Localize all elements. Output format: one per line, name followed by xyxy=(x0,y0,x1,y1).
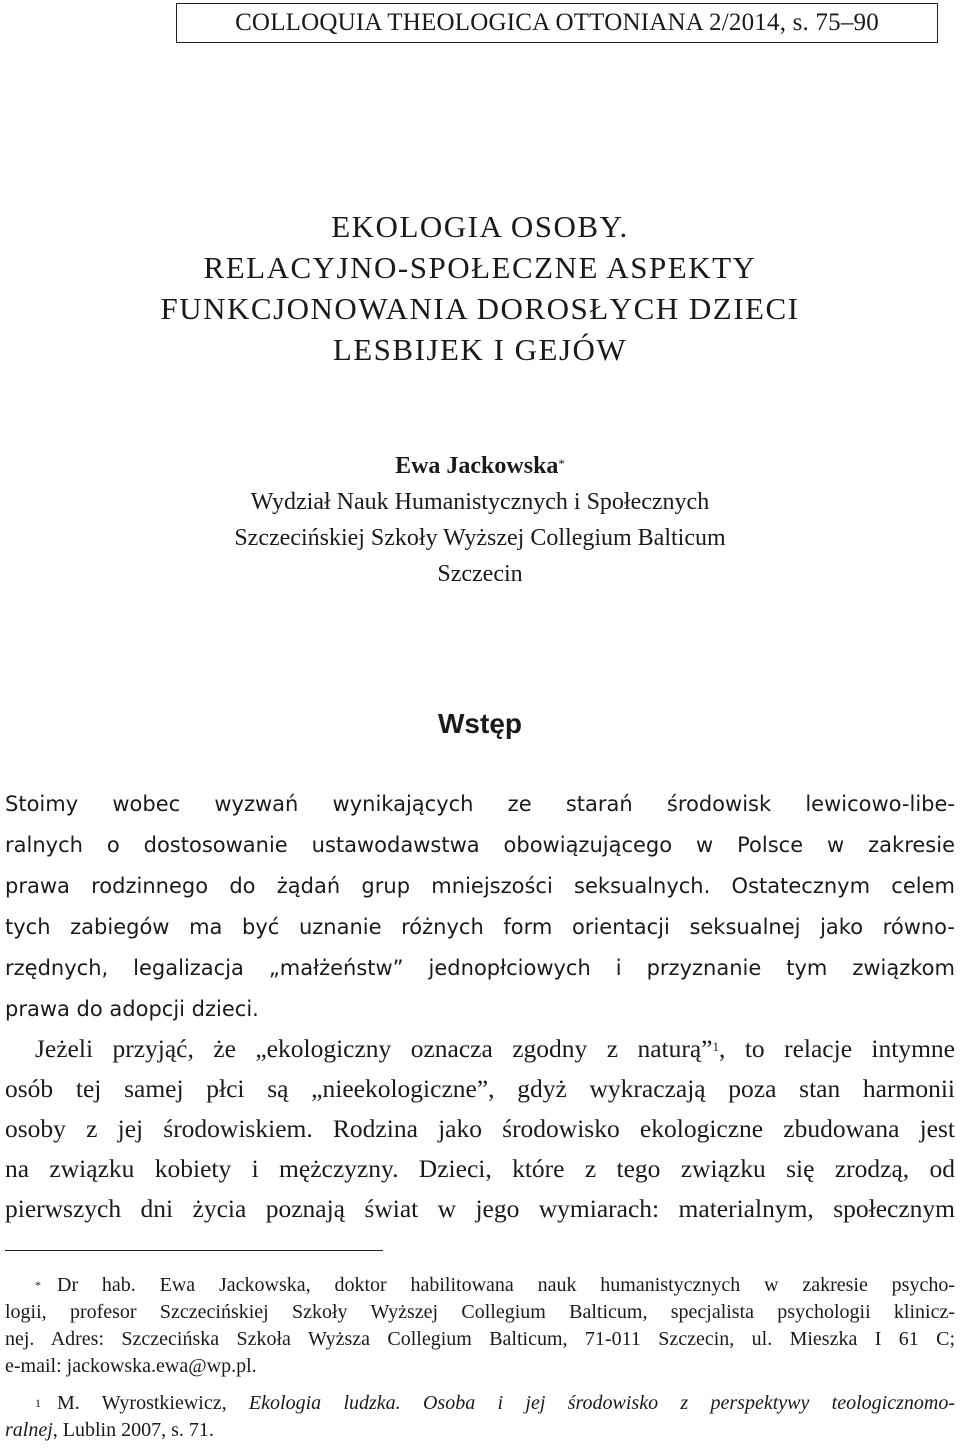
affiliation-city: Szczecin xyxy=(437,561,523,587)
text-line: Stoimy wobec wyzwań wynikających ze starań środowisk lewicowo-libe- xyxy=(5,792,955,816)
paragraph-ecology xyxy=(5,1029,955,1229)
title-line: RELACYJNO-SPOŁECZNE ASPEKTY xyxy=(203,250,757,285)
text-line: rzędnych, legalizacja „małżeństw” jednopłciowych i przyznanie tym związkom xyxy=(5,956,955,980)
footnote-publication: , Lublin 2007, s. 71. xyxy=(52,1419,214,1441)
footnote-1-mark: 1 xyxy=(35,1396,41,1410)
footnote-text: Dr hab. Ewa Jackowska, doktor habilitowana nauk humanistycznych w zakresie psycho- xyxy=(57,1274,955,1296)
text-segment: Jeżeli przyjąć, że „ekologiczny oznacza zgodny z naturą” xyxy=(35,1034,713,1063)
footnote-author: M. Wyrostkiewicz, xyxy=(57,1392,249,1414)
journal-header-box xyxy=(176,3,938,43)
text-line: prawa do adopcji dzieci. xyxy=(5,997,259,1021)
text-line: prawa rodzinnego do żądań grup mniejszości seksualnych. Ostatecznym celem xyxy=(5,874,955,898)
text-line-with-ref xyxy=(5,1029,955,1069)
footnote-book-title-end: ralnej xyxy=(5,1419,53,1441)
text-line: osoby z jej środowiskiem. Rodzina jako środowisko ekologiczne zbudowana jest xyxy=(5,1114,955,1143)
title-line: EKOLOGIA OSOBY. xyxy=(331,209,629,244)
author-name-line xyxy=(0,448,960,484)
text-line: na związku kobiety i mężczyzny. Dzieci, które z tego związku się zrodzą, od xyxy=(5,1154,955,1183)
article-title xyxy=(0,206,960,370)
footnote-text: nej. Adres: Szczecińska Szkoła Wyższa Collegium Balticum, 71-011 Szczecin, ul. Mieszka I 61 C; xyxy=(5,1328,955,1350)
title-line: FUNKCJONOWANIA DOROSŁYCH DZIECI xyxy=(160,291,800,326)
title-line: LESBIJEK I GEJÓW xyxy=(332,332,628,367)
text-segment: , to relacje intymne xyxy=(719,1034,956,1063)
text-line: ralnych o dostosowanie ustawodawstwa obowiązującego w Polsce w zakresie xyxy=(5,833,955,857)
footnote-1-continuation xyxy=(5,1417,955,1444)
footnote-1-line xyxy=(5,1390,955,1417)
paragraph-intro xyxy=(5,784,955,1030)
text-line: tych zabiegów ma być uznanie różnych form orientacji seksualnej jako równo- xyxy=(5,915,955,939)
affiliation-line: Wydział Nauk Humanistycznych i Społecznych xyxy=(250,489,710,515)
footnotes xyxy=(5,1272,955,1444)
journal-citation: COLLOQUIA THEOLOGICA OTTONIANA 2/2014, s. 75–90 xyxy=(235,9,879,36)
section-heading: Wstęp xyxy=(438,708,522,739)
footnote-separator xyxy=(5,1250,383,1251)
footnote-star-line xyxy=(5,1272,955,1299)
text-line: osób tej samej płci są „nieekologiczne”, gdyż wykraczają poza stan harmonii xyxy=(5,1074,955,1103)
author-footnote-mark[interactable]: * xyxy=(558,456,565,471)
footnote-text: logii, profesor Szczecińskiej Szkoły Wyższej Collegium Balticum, specjalista psychologii klinicz- xyxy=(5,1301,955,1323)
footnote-book-title: Ekologia ludzka. Osoba i jej środowisko z perspektywy teologicznomo- xyxy=(248,1392,955,1414)
footnote-ref-1[interactable]: 1 xyxy=(712,1039,720,1054)
text-line: pierwszych dni życia poznają świat w jego wymiarach: materialnym, społecznym xyxy=(5,1194,955,1223)
footnote-email: e-mail: jackowska.ewa@wp.pl. xyxy=(5,1355,257,1377)
affiliation-line: Szczecińskiej Szkoły Wyższej Collegium Balticum xyxy=(234,525,726,551)
footnote-star-mark: * xyxy=(35,1278,41,1292)
author-block xyxy=(0,448,960,592)
author-name: Ewa Jackowska xyxy=(395,453,559,479)
